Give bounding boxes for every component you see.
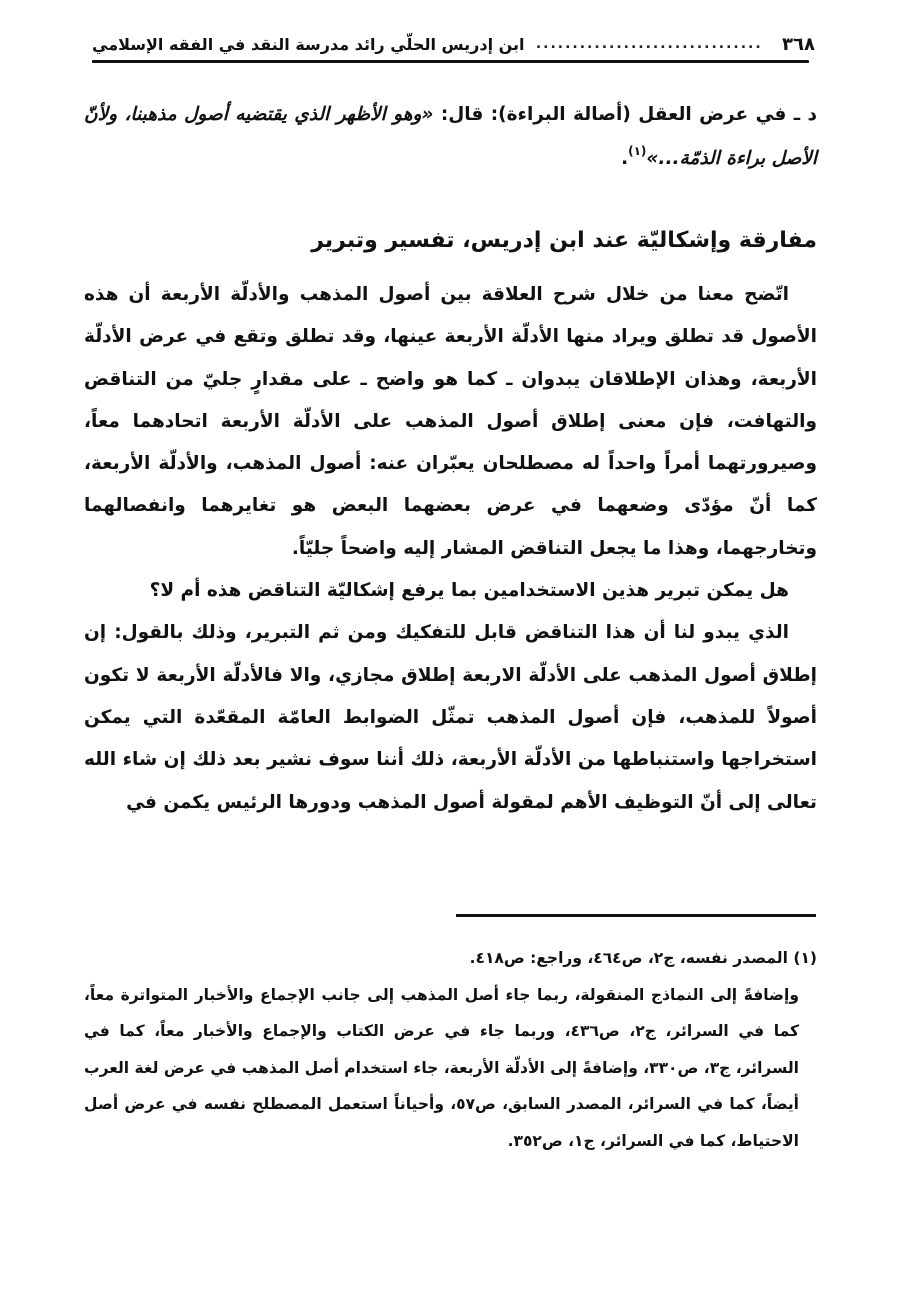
section-d-label: د ـ في عرض العقل (أصالة البراءة): [490,104,817,125]
footnote-text: المصدر نفسه، ج٢، ص٤٦٤، وراجع: ص٤١٨. [469,949,788,967]
running-header [92,30,815,58]
footnotes [84,940,817,1159]
paragraph: هل يمكن تبرير هذين الاستخدامين بما يرفع إشكاليّة التناقض هذه أم لا؟ [149,580,789,602]
header-rule [92,60,809,63]
book-title: ابن إدريس الحلّي رائد مدرسة النقد في الفقه الإسلامي [92,34,525,54]
paragraph: الذي يبدو لنا أن هذا التناقض قابل للتفكيك ومن ثم التبرير، وذلك بالقول: إن إطلاق أصول المذهب على الأدلّة الاربعة إطلاق مجازي، والا فالأدلّة الأربعة لا تكون أصولاً للمذهب، فإن أصول المذهب تمثّل الضوابط العامّة المقعّدة التي يمكن استخراجها واستنباطها من الأدلّة الأربعة، ذلك أننا سوف نشير بعد ذلك إن شاء الله تعالى إلى أنّ التوظيف الأهم لمقولة أصول المذهب ودورها الرئيس يكمن في [84,622,817,813]
paragraph: اتّضح معنا من خلال شرح العلاقة بين أصول المذهب والأدلّة الأربعة أن هذه الأصول قد تطلق ويراد منها الأدلّة الأربعة عينها، وقد تطلق وتقع في عرض الأدلّة الأربعة، وهذان الإطلاقان يبدوان ـ كما هو واضح ـ على مقدارٍ جليّ من التناقض والتهافت، فإن معنى إطلاق أصول المذهب على الأدلّة الأربعة اتحادهما معاً، وصيرورتهما أمراً واحداً له مصطلحان يعبّران عنه: أصول المذهب، والأدلّة الأربعة، كما أنّ مؤدّى وضعهما في عرض بعضهما البعض هو تغايرهما وانفصالهما وتخارجهما، وهذا ما يجعل التناقض المشار إليه واضحاً جليّاً. [84,284,817,559]
section-d-paragraph [84,97,817,177]
section-d-end-punct: . [621,148,629,169]
footnote-number: (١) [793,949,817,967]
section-heading: مفارقة وإشكاليّة عند ابن إدريس، تفسير وتبرير [311,228,817,253]
footnote-separator [456,914,816,917]
page-number: ٣٦٨ [782,33,815,55]
footnote-1 [84,940,817,977]
footnote-text: وإضافةً إلى النماذج المنقولة، ربما جاء أصل المذهب إلى جانب الإجماع والأخبار المتواترة معاً، كما في السرائر، ج٢، ص٤٣٦، وربما جاء في عرض الكتاب والإجماع والأخبار معاً، كما في السرائر، ج٣، ص٣٣٠، وإضافةً إلى الأدلّة الأربعة، جاء استخدام أصل المذهب في عرض لغة العرب أيضاً، كما في السرائر، المصدر السابق، ص٥٧، وأحياناً استعمل المصطلح نفسه في عرض أصل الاحتياط، كما في السرائر، ج١، ص٣٥٢. [84,985,800,1150]
header-leader-dots: ............................... [535,36,763,52]
section-d-said: قال: [440,104,484,125]
footnote-ref-1[interactable]: (١) [628,144,647,158]
section-d-quote: «وهو الأظهر الذي يقتضيه أصول مذهبنا، ولأنّ الأصل براءة الذمّة...» [84,104,817,169]
body-text [84,274,817,824]
footnote-1-continuation [84,977,817,1160]
